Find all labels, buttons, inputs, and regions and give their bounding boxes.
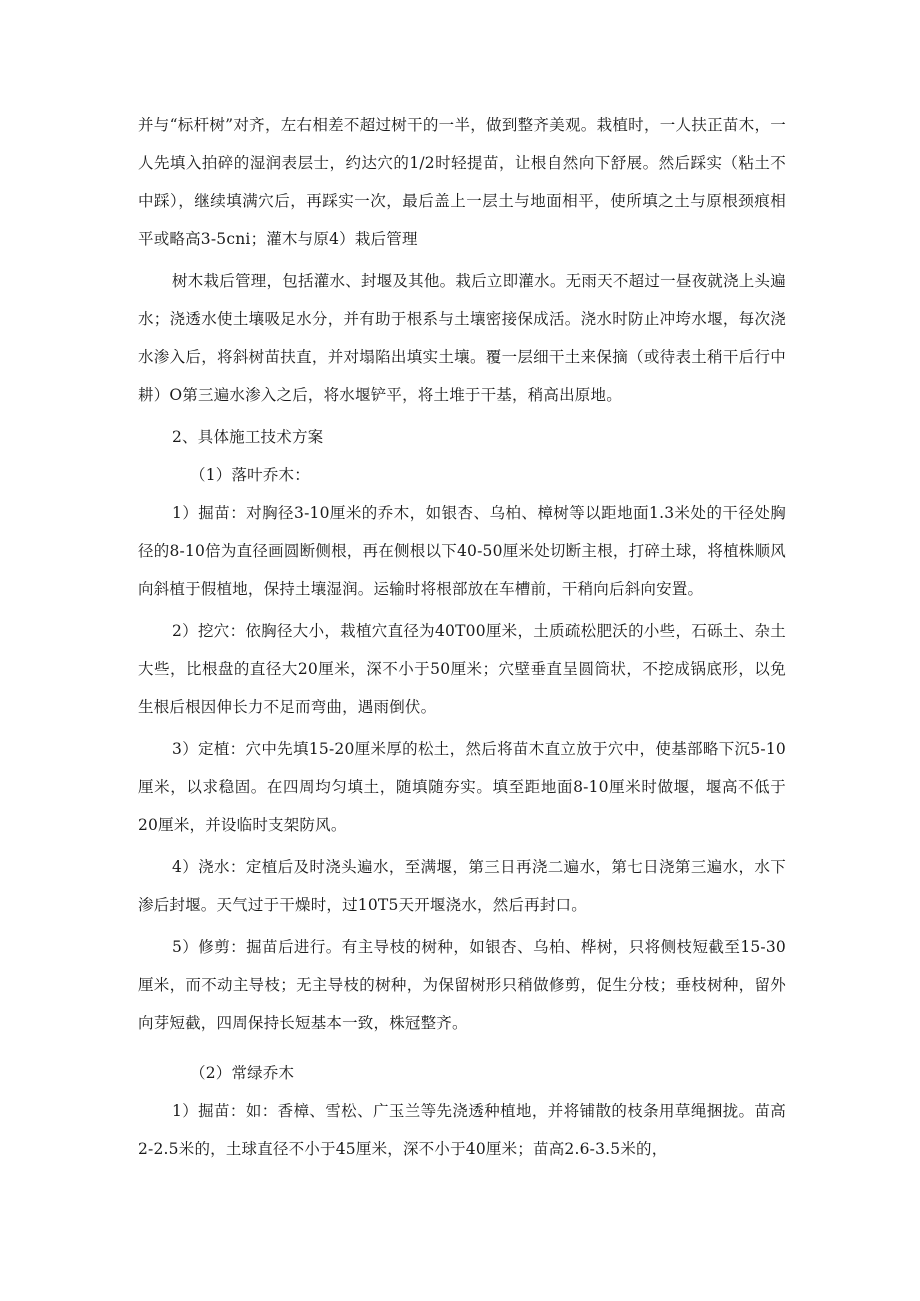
paragraph-planting: 3）定植：穴中先填15-20厘米厚的松土，然后将苗木直立放于穴中，使基部略下沉5-10厘米，以求稳固。在四周均匀填土，随填随夯实。填至距地面8-10厘米时做堰，堰高不低于20厘米，并设临时支架防风。: [138, 740, 786, 834]
paragraph-pruning: 5）修剪：掘苗后进行。有主导枝的树种，如银杏、乌柏、桦树，只将侧枝短截至15-30厘米，而不动主导枝；无主导枝的树种，为保留树形只稍做修剪，促生分枝；垂枝树种，留外向芽短截，四周保持长短基本一致，株冠整齐。: [138, 938, 786, 1032]
subheading-evergreen-trees: （2）常绿乔木: [190, 1064, 295, 1082]
paragraph-planting-method: 并与“标杆树”对齐，左右相差不超过树干的一半，做到整齐美观。栽植时，一人扶正苗木，一人先填入拍碎的湿润表层士，约达穴的1/2时轻提苗，让根自然向下舒展。然后踩实（粘土不中踩），继续填满穴后，再踩实一次，最后盖上一层土与地面相平，使所填之土与原根颈痕相平或略高3-5cni；灌木与原4）栽后管理: [138, 116, 786, 248]
section-heading-construction-plan: 2、具体施工技术方案: [172, 428, 324, 446]
paragraph-evergreen-digging: 1）掘苗：如：香樟、雪松、广玉兰等先浇透种植地，并将铺散的枝条用草绳捆拢。苗高2-2.5米的，土球直径不小于45厘米，深不小于40厘米；苗高2.6-3.5米的，: [138, 1102, 786, 1158]
paragraph-digging-holes: 2）挖穴：依胸径大小，栽植穴直径为40T00厘米，土质疏松肥沃的小些，石砾土、杂土大些，比根盘的直径大20厘米，深不小于50厘米；穴壁垂直呈圆筒状，不挖成锅底形，以免生根后根因伸长力不足而弯曲，遇雨倒伏。: [138, 622, 786, 716]
paragraph-post-planting-care: 树木栽后管理，包括灌水、封堰及其他。栽后立即灌水。无雨天不超过一昼夜就浇上头遍水；浇透水使土壤吸足水分，并有助于根系与土壤密接保成活。浇水时防止冲垮水堰，每次浇水渗入后，将斜树苗扶直，并对塌陷出填实土壤。覆一层细干土来保摘（或待表土稍干后行中耕）O第三遍水渗入之后，将水堰铲平，将土堆于干基，稍高出原地。: [138, 272, 786, 404]
paragraph-digging-seedlings: 1）掘苗：对胸径3-10厘米的乔木，如银杏、乌柏、樟树等以距地面1.3米处的干径处胸径的8-10倍为直径画圆断侧根，再在侧根以下40-50厘米处切断主根，打碎土球，将植株顺风向斜植于假植地，保持土壤湿润。运输时将根部放在车槽前，干稍向后斜向安置。: [138, 504, 786, 598]
document-page: [138, 106, 786, 1168]
subheading-deciduous-trees: （1）落叶乔木：: [190, 466, 310, 484]
paragraph-watering: 4）浇水：定植后及时浇头遍水，至满堰，第三日再浇二遍水，第七日浇第三遍水，水下渗后封堰。天气过于干燥时，过10T5天开堰浇水，然后再封口。: [138, 858, 786, 914]
